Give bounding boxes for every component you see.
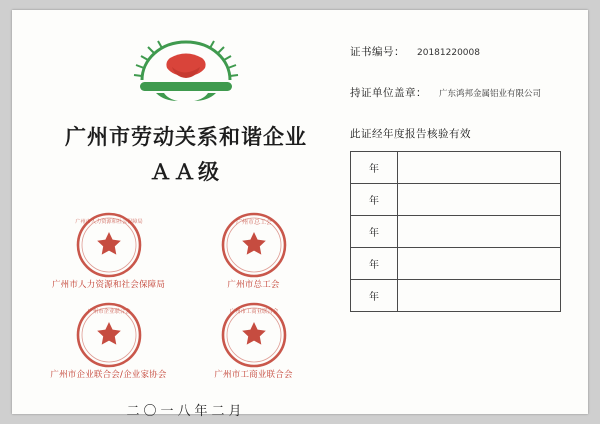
record-cell: [398, 152, 561, 184]
verification-table: [350, 151, 561, 312]
year-cell: 年: [351, 248, 398, 280]
issue-date: 二〇一八年二月: [126, 404, 246, 420]
seal-caption: 广州市总工会: [227, 280, 280, 291]
red-official-seal-icon: [217, 298, 291, 372]
seal-item: [36, 298, 181, 380]
svg-text:广州市工商业联合会: 广州市工商业联合会: [229, 309, 278, 316]
record-cell: [398, 184, 561, 216]
year-cell: 年: [351, 280, 398, 312]
grade-label: ＡＡ级: [150, 160, 222, 185]
record-cell: [398, 248, 561, 280]
seal-grid: [36, 208, 326, 380]
year-cell: 年: [351, 152, 398, 184]
certificate-number-value: 20181220008: [417, 48, 480, 58]
seal-item: [36, 208, 181, 290]
seal-item: [181, 208, 326, 290]
seal-caption: 广州市人力资源和社会保障局: [51, 280, 166, 291]
holder-unit-label: 持证单位盖章：: [350, 87, 427, 99]
table-row: [351, 216, 561, 248]
holder-unit-row: [350, 85, 566, 100]
seal-caption: 广州市企业联合会/企业家协会: [50, 370, 167, 381]
seal-item: [181, 298, 326, 380]
record-cell: [398, 216, 561, 248]
svg-text:广州市企业联合会: 广州市企业联合会: [86, 309, 131, 316]
certificate-left-column: [36, 26, 336, 420]
svg-text:广州市人力资源和社会保障局: 广州市人力资源和社会保障局: [74, 219, 143, 226]
certificate-number-label: 证书编号：: [350, 46, 405, 58]
certificate-right-column: [350, 44, 566, 312]
red-official-seal-icon: [72, 298, 146, 372]
certificate-number-row: [350, 44, 566, 59]
red-official-seal-icon: [217, 208, 291, 282]
page-title: 广州市劳动关系和谐企业: [65, 125, 307, 149]
table-row: [351, 280, 561, 312]
certificate-page: [12, 10, 588, 420]
red-official-seal-icon: [72, 208, 146, 282]
table-row: [351, 248, 561, 280]
seal-caption: 广州市工商业联合会: [214, 370, 293, 381]
table-row: [351, 184, 561, 216]
seal-row: [36, 298, 326, 380]
year-cell: 年: [351, 216, 398, 248]
handshake-wheat-emblem-icon: [126, 36, 246, 110]
verification-note: 此证经年度报告核验有效: [350, 128, 471, 140]
table-row: [351, 152, 561, 184]
year-cell: 年: [351, 184, 398, 216]
holder-unit-value: 广东鸿邦金属铝业有限公司: [439, 89, 542, 99]
svg-text:广州市总工会: 广州市总工会: [235, 219, 272, 227]
record-cell: [398, 280, 561, 312]
seal-row: [36, 208, 326, 290]
